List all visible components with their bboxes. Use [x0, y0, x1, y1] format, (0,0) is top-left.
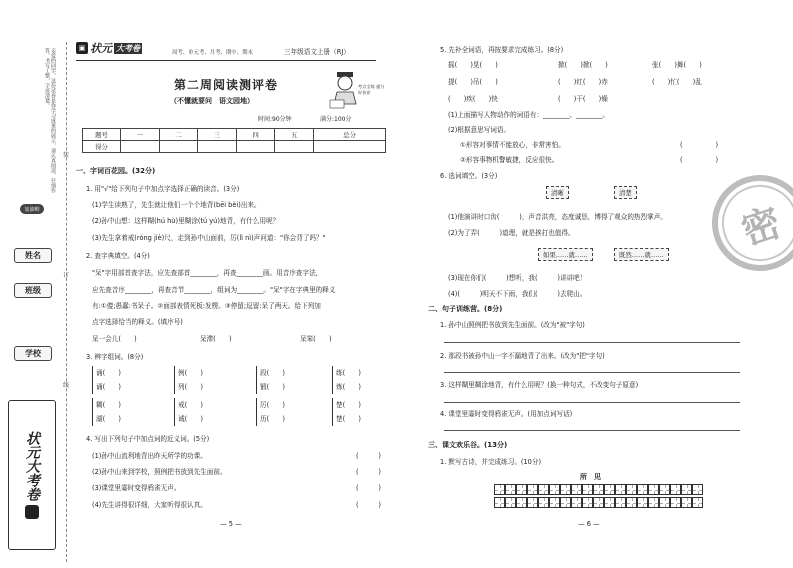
score-table-score-row: [83, 141, 386, 153]
section-2-title: 二、句子训练营。(8分): [428, 305, 503, 313]
section-3-title: 三、课文欢乐谷。(13分): [428, 441, 508, 449]
answer-line[interactable]: [444, 372, 740, 373]
score-input-cell[interactable]: [236, 141, 275, 153]
writing-grid-cell[interactable]: [604, 497, 615, 508]
binding-dot-3: 线: [63, 382, 70, 389]
score-input-cell[interactable]: [313, 141, 385, 153]
binding-sidebar: [0, 0, 70, 568]
page-left: [70, 0, 395, 568]
question-5a: (1)上面描写人物动作的词语有：________、________。: [448, 111, 609, 119]
word-pair-blank[interactable]: 诵( ): [96, 383, 121, 391]
seal-char: 密: [736, 199, 786, 254]
word-pair-blank[interactable]: 炼( ): [336, 383, 361, 391]
score-table-cell: 题号: [83, 129, 121, 141]
writing-grid-cell[interactable]: [560, 484, 571, 495]
word-choice-tag: 清晰: [546, 186, 569, 199]
question-3-prompt: 3. 辨字组词。(8分): [86, 353, 144, 361]
writing-grid-cell[interactable]: [505, 484, 516, 495]
writing-grid-cell[interactable]: [538, 484, 549, 495]
score-table-header-row: [83, 129, 386, 141]
section-1-title: 一、字词百花园。(32分): [76, 167, 156, 175]
word-pair-blank[interactable]: 段( ): [260, 369, 285, 377]
writing-grid-cell[interactable]: [538, 497, 549, 508]
header-logo: [76, 40, 142, 56]
binding-dot-1: 装: [63, 152, 70, 159]
writing-grid-cell[interactable]: [681, 484, 692, 495]
writing-grid-cell[interactable]: [648, 484, 659, 495]
question-4-item: (3)课堂里霎时变得鸦雀无声。: [92, 484, 181, 492]
word-pair-blank[interactable]: 诵( ): [96, 369, 121, 377]
question-2-option: 呆一会儿( ): [92, 335, 137, 343]
writing-grid-cell[interactable]: [692, 484, 703, 495]
brand-name-left: 状元: [90, 42, 112, 55]
writing-grid-cell[interactable]: [615, 497, 626, 508]
idiom-blank[interactable]: 张( )舞( ): [652, 61, 702, 69]
school-field-label: 学校: [14, 346, 52, 361]
word-pair-group: [256, 398, 285, 426]
section-2-item: 3. 这样糊里糊涂地背，有什么用呢？(换一种句式，不改变句子原意): [440, 381, 639, 389]
brand-logo-icon: [25, 505, 39, 519]
page-right: [418, 0, 793, 568]
binding-line: [66, 42, 67, 562]
question-2a: "呆"字用部首查字法，应先查部首________，再查________画。用音序查字法，: [92, 269, 323, 277]
mascot-caption: 考点全练 提分好伙伴: [358, 84, 385, 95]
word-pair-blank[interactable]: 糊( ): [96, 401, 121, 409]
writing-grid-cell[interactable]: [670, 484, 681, 495]
question-5b1: ①形容对事情不能放心，非常害怕。: [460, 141, 565, 149]
section-2-item: 1. 孙中山照例把书放到先生面前。(改为"被"字句): [440, 321, 585, 329]
page-number: — 5 —: [220, 520, 242, 528]
question-2d: 点字选择恰当的释义。(填序号): [92, 318, 183, 326]
word-pair-blank[interactable]: 练( ): [336, 369, 361, 377]
writing-grid-cell[interactable]: [670, 497, 681, 508]
writing-grid-cell[interactable]: [549, 484, 560, 495]
question-2-prompt: 2. 查字典填空。(4分): [86, 252, 150, 260]
brand-logo-icon: ▣: [76, 42, 88, 54]
question-6c: (3)现在你们( )想听，我( )讲讲吧！: [448, 274, 587, 282]
page-number: — 6 —: [578, 520, 600, 528]
word-pair-blank[interactable]: 列( ): [178, 383, 203, 391]
score-input-cell[interactable]: [275, 141, 314, 153]
sidebar-notice: 亲爱的同学，这份试卷是你学习成果的展示，请认真阅读、仔细作答，书写工整，字迹清楚。: [44, 48, 56, 193]
score-table-cell: 一: [121, 129, 160, 141]
score-table-cell: 五: [275, 129, 314, 141]
word-pair-group: [256, 366, 285, 394]
grade-label: 三年级语文上册（RJ）: [284, 48, 350, 56]
writing-grid-cell[interactable]: [549, 497, 560, 508]
question-2c: 有:①傻;愚蠢:书呆子。②面部表情死板:发楞。③停留;逗留:呆了两天。给下列加: [92, 302, 321, 310]
time-limit: 时间:90分钟: [258, 116, 292, 123]
sidebar-pill: 加油哟: [20, 204, 44, 214]
word-pair-group: [174, 398, 203, 426]
answer-blank[interactable]: ( ): [356, 501, 381, 509]
question-2b: 应先查音序________，再查音节________，组词为________。"呆"字在字典里的释义: [92, 286, 336, 294]
writing-grid-cell[interactable]: [582, 497, 593, 508]
word-pair-blank[interactable]: 诫( ): [178, 415, 203, 423]
mascot-icon: [328, 70, 362, 110]
writing-grid-cell[interactable]: [571, 497, 582, 508]
word-pair-group: [92, 398, 121, 426]
answer-blank[interactable]: ( ): [356, 484, 381, 492]
word-choice-tag: 既然……就……: [614, 248, 669, 261]
word-choice-tag: 清楚: [614, 186, 637, 199]
question-1a: (1)学生读熟了，先生就让他们一个个地背(bēi bèi)出来。: [92, 201, 261, 209]
answer-blank[interactable]: ( ): [356, 452, 381, 460]
question-4-item: (1)孙中山流利地背出昨天所学的功课。: [92, 452, 207, 460]
question-6d: (4)( )明天不下雨，我们( )去爬山。: [448, 290, 587, 298]
writing-grid-cell[interactable]: [527, 484, 538, 495]
score-input-cell[interactable]: [159, 141, 198, 153]
score-table-cell: 二: [159, 129, 198, 141]
writing-grid-cell[interactable]: [582, 484, 593, 495]
page-topic: （不懂就要问 语文园地）: [170, 97, 254, 105]
header-subtitle: 周考、单元考、月考、期中、期末: [172, 50, 253, 56]
page-title: 第二周阅读测评卷: [174, 78, 279, 92]
answer-blank[interactable]: ( ): [680, 156, 719, 164]
writing-grid-cell[interactable]: [681, 497, 692, 508]
question-4-item: (2)孙中山来到学校，照例把书放到先生面前。: [92, 468, 227, 476]
writing-grid-cell[interactable]: [626, 484, 637, 495]
idiom-blank[interactable]: ( )疾( )快: [448, 95, 498, 103]
question-1b: (2)孙中山想：这样糊(hú hù)里糊涂(tú yú)地背，有什么用呢？: [92, 217, 280, 225]
poem-title: 所 见: [580, 473, 601, 481]
writing-grid-cell[interactable]: [527, 497, 538, 508]
question-6-prompt: 6. 选词填空。(3分): [440, 172, 498, 180]
header-rule: [76, 60, 376, 61]
score-table-cell: 四: [236, 129, 275, 141]
answer-line[interactable]: [444, 402, 740, 403]
score-input-cell[interactable]: [121, 141, 160, 153]
writing-grid-cell[interactable]: [505, 497, 516, 508]
writing-grid-cell[interactable]: [560, 497, 571, 508]
brand-name-right: 大考卷: [116, 43, 140, 53]
question-2-option: 呆笨( ): [300, 335, 332, 343]
answer-blank[interactable]: ( ): [680, 141, 719, 149]
question-2-option: 呆滞( ): [200, 335, 232, 343]
sidebar-brand-text: 状元大考卷: [24, 431, 40, 501]
word-pair-group: [92, 366, 121, 394]
question-6a: (1)他演讲时口齿( )，声音洪亮，态度诚恳，博得了观众的热烈掌声。: [448, 213, 667, 221]
writing-grid-cell[interactable]: [494, 484, 505, 495]
score-input-cell[interactable]: [198, 141, 237, 153]
question-4-item: (4)先生讲得很详细，大家听得很认真。: [92, 501, 207, 509]
score-table-cell: 三: [198, 129, 237, 141]
section-2-item: 2. 那段书被孙中山一字不漏地背了出来。(改为"把"字句): [440, 352, 605, 360]
full-score: 满分:100分: [320, 116, 352, 123]
idiom-blank[interactable]: 掀( )掀( ): [558, 61, 608, 69]
writing-grid-cell[interactable]: [516, 497, 527, 508]
word-pair-group: [332, 398, 361, 426]
word-pair-group: [174, 366, 203, 394]
name-field-label: 姓名: [14, 248, 52, 263]
idiom-blank[interactable]: 摇( )晃( ): [448, 61, 498, 69]
class-field-label: 班级: [14, 283, 52, 298]
word-pair-blank[interactable]: 楚( ): [336, 415, 361, 423]
writing-grid-cell[interactable]: [637, 497, 648, 508]
word-pair-blank[interactable]: 锻( ): [260, 383, 285, 391]
binding-dot-2: 订: [63, 272, 70, 279]
writing-grid-cell[interactable]: [659, 497, 670, 508]
section-2-item: 4. 课堂里霎时变得鸦雀无声。(用加点词写话): [440, 410, 573, 418]
question-6b: (2)为了弄( )道理，就是挨打也值得。: [448, 229, 575, 237]
score-table-cell: 得分: [83, 141, 121, 153]
answer-line[interactable]: [444, 430, 740, 431]
question-5b2: ②形容事物机警敏捷，反应很快。: [460, 156, 559, 164]
score-table: [82, 128, 386, 153]
writing-grid-cell[interactable]: [571, 484, 582, 495]
writing-grid-cell[interactable]: [604, 484, 615, 495]
word-pair-blank[interactable]: 历( ): [260, 415, 285, 423]
word-pair-blank[interactable]: 例( ): [178, 369, 203, 377]
writing-grid-cell[interactable]: [626, 497, 637, 508]
writing-grid-cell[interactable]: [637, 484, 648, 495]
idiom-blank[interactable]: 提( )吊( ): [448, 78, 498, 86]
question-1-prompt: 1. 用"√"给下列句子中加点字选择正确的读音。(3分): [86, 185, 240, 193]
word-pair-blank[interactable]: 厉( ): [260, 401, 285, 409]
answer-line[interactable]: [444, 342, 740, 343]
idiom-blank[interactable]: ( )忙( )乱: [652, 78, 702, 86]
score-table-cell: 总分: [313, 129, 385, 141]
section-3-question: 1. 默写古诗，并完成练习。(10分): [440, 458, 542, 466]
writing-grid-cell[interactable]: [593, 484, 604, 495]
question-5-prompt: 5. 先补全词语，再按要求完成练习。(8分): [440, 46, 564, 54]
idiom-blank[interactable]: ( )干( )燥: [558, 95, 608, 103]
sidebar-brand-block: [8, 400, 56, 550]
writing-grid-cell[interactable]: [516, 484, 527, 495]
question-1c: (3)先生拿着戒(róng jiè)尺，走到孙中山面前，厉(lì nì)声问道："你会背了吗？": [92, 234, 326, 242]
question-4-prompt: 4. 写出下列句子中加点词的近义词。(5分): [86, 435, 210, 443]
mascot-illustration: [328, 70, 362, 110]
writing-grid-cell[interactable]: [659, 484, 670, 495]
word-pair-group: [332, 366, 361, 394]
word-choice-tag: 如果……就……: [538, 248, 593, 261]
idiom-blank[interactable]: ( )红( )赤: [558, 78, 608, 86]
question-5b: (2)根据意思写词语。: [448, 126, 511, 134]
writing-grid-cell[interactable]: [692, 497, 703, 508]
answer-blank[interactable]: ( ): [356, 468, 381, 476]
word-pair-blank[interactable]: 戒( ): [178, 401, 203, 409]
writing-grid-cell[interactable]: [615, 484, 626, 495]
writing-grid-cell[interactable]: [593, 497, 604, 508]
word-pair-blank[interactable]: 楚( ): [336, 401, 361, 409]
writing-grid-cell[interactable]: [494, 497, 505, 508]
word-pair-blank[interactable]: 湖( ): [96, 415, 121, 423]
writing-grid-cell[interactable]: [648, 497, 659, 508]
